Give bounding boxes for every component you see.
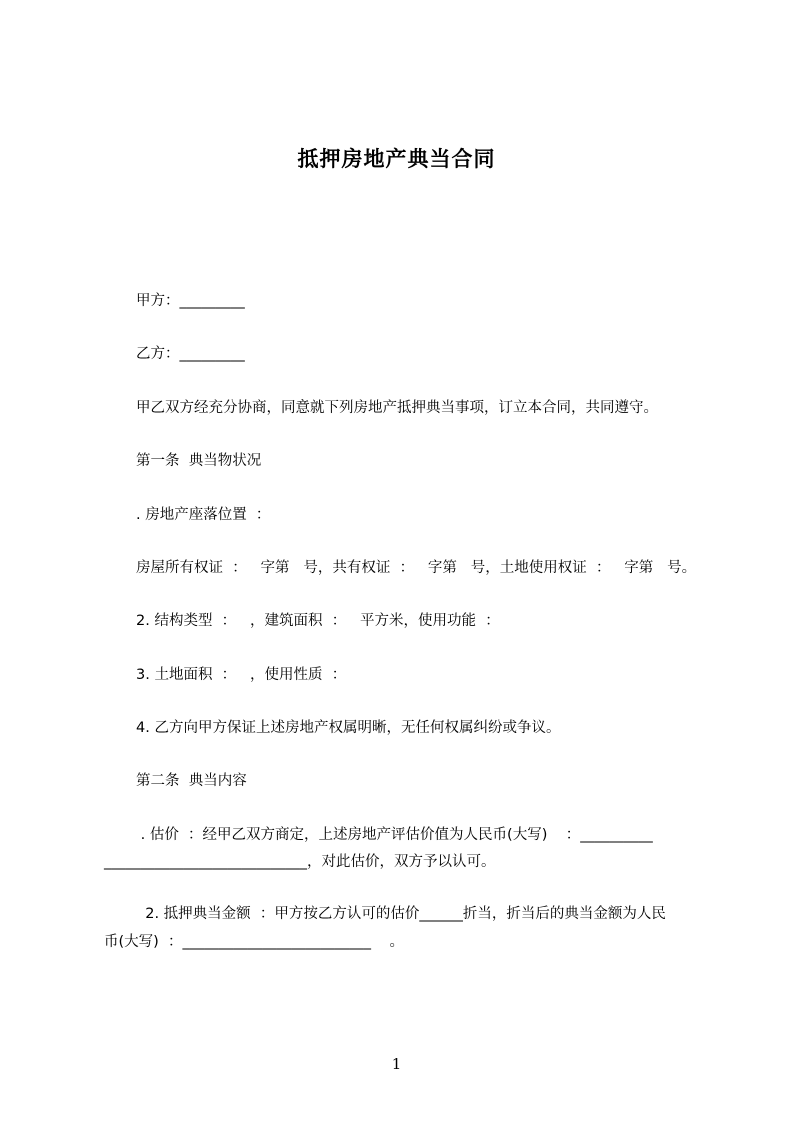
page-number: 1 <box>391 1055 402 1073</box>
valuation-line-1: . 估价 ：经甲乙双方商定，上述房地产评估价值为人民币(大写) ：__________ <box>136 827 653 843</box>
structure-type-line: 2. 结构类型 ： ，建筑面积 ： 平方米，使用功能 ： <box>136 613 500 629</box>
pawn-amount-line-2: 币(大写) ：__________________________ 。 <box>104 934 404 950</box>
party-a-line: 甲方：_________ <box>136 293 245 309</box>
land-area-line: 3. 土地面积 ： ，使用性质 ： <box>136 667 347 683</box>
certificate-line: 房屋所有权证 ： 字第 号，共有权证 ： 字第 号，土地使用权证 ： 字第 号。 <box>136 560 697 576</box>
property-location-line: . 房地产座落位置 ： <box>136 507 271 523</box>
document-title: 抵押房地产典当合同 <box>297 147 496 171</box>
pawn-amount-line-1: 2. 抵押典当金额 ：甲方按乙方认可的估价______折当，折当后的典当金额为人民 <box>136 906 666 922</box>
ownership-guarantee-line: 4. 乙方向甲方保证上述房地产权属明晰，无任何权属纠纷或争议。 <box>136 720 561 736</box>
party-b-line: 乙方：_________ <box>136 346 245 362</box>
article-1-heading: 第一条 典当物状况 <box>136 453 262 469</box>
preamble-paragraph: 甲乙双方经充分协商，同意就下列房地产抵押典当事项，订立本合同，共同遵守。 <box>136 400 658 416</box>
article-2-heading: 第二条 典当内容 <box>136 773 247 789</box>
valuation-line-2: ____________________________，对此估价，双方予以认可。 <box>104 854 496 870</box>
